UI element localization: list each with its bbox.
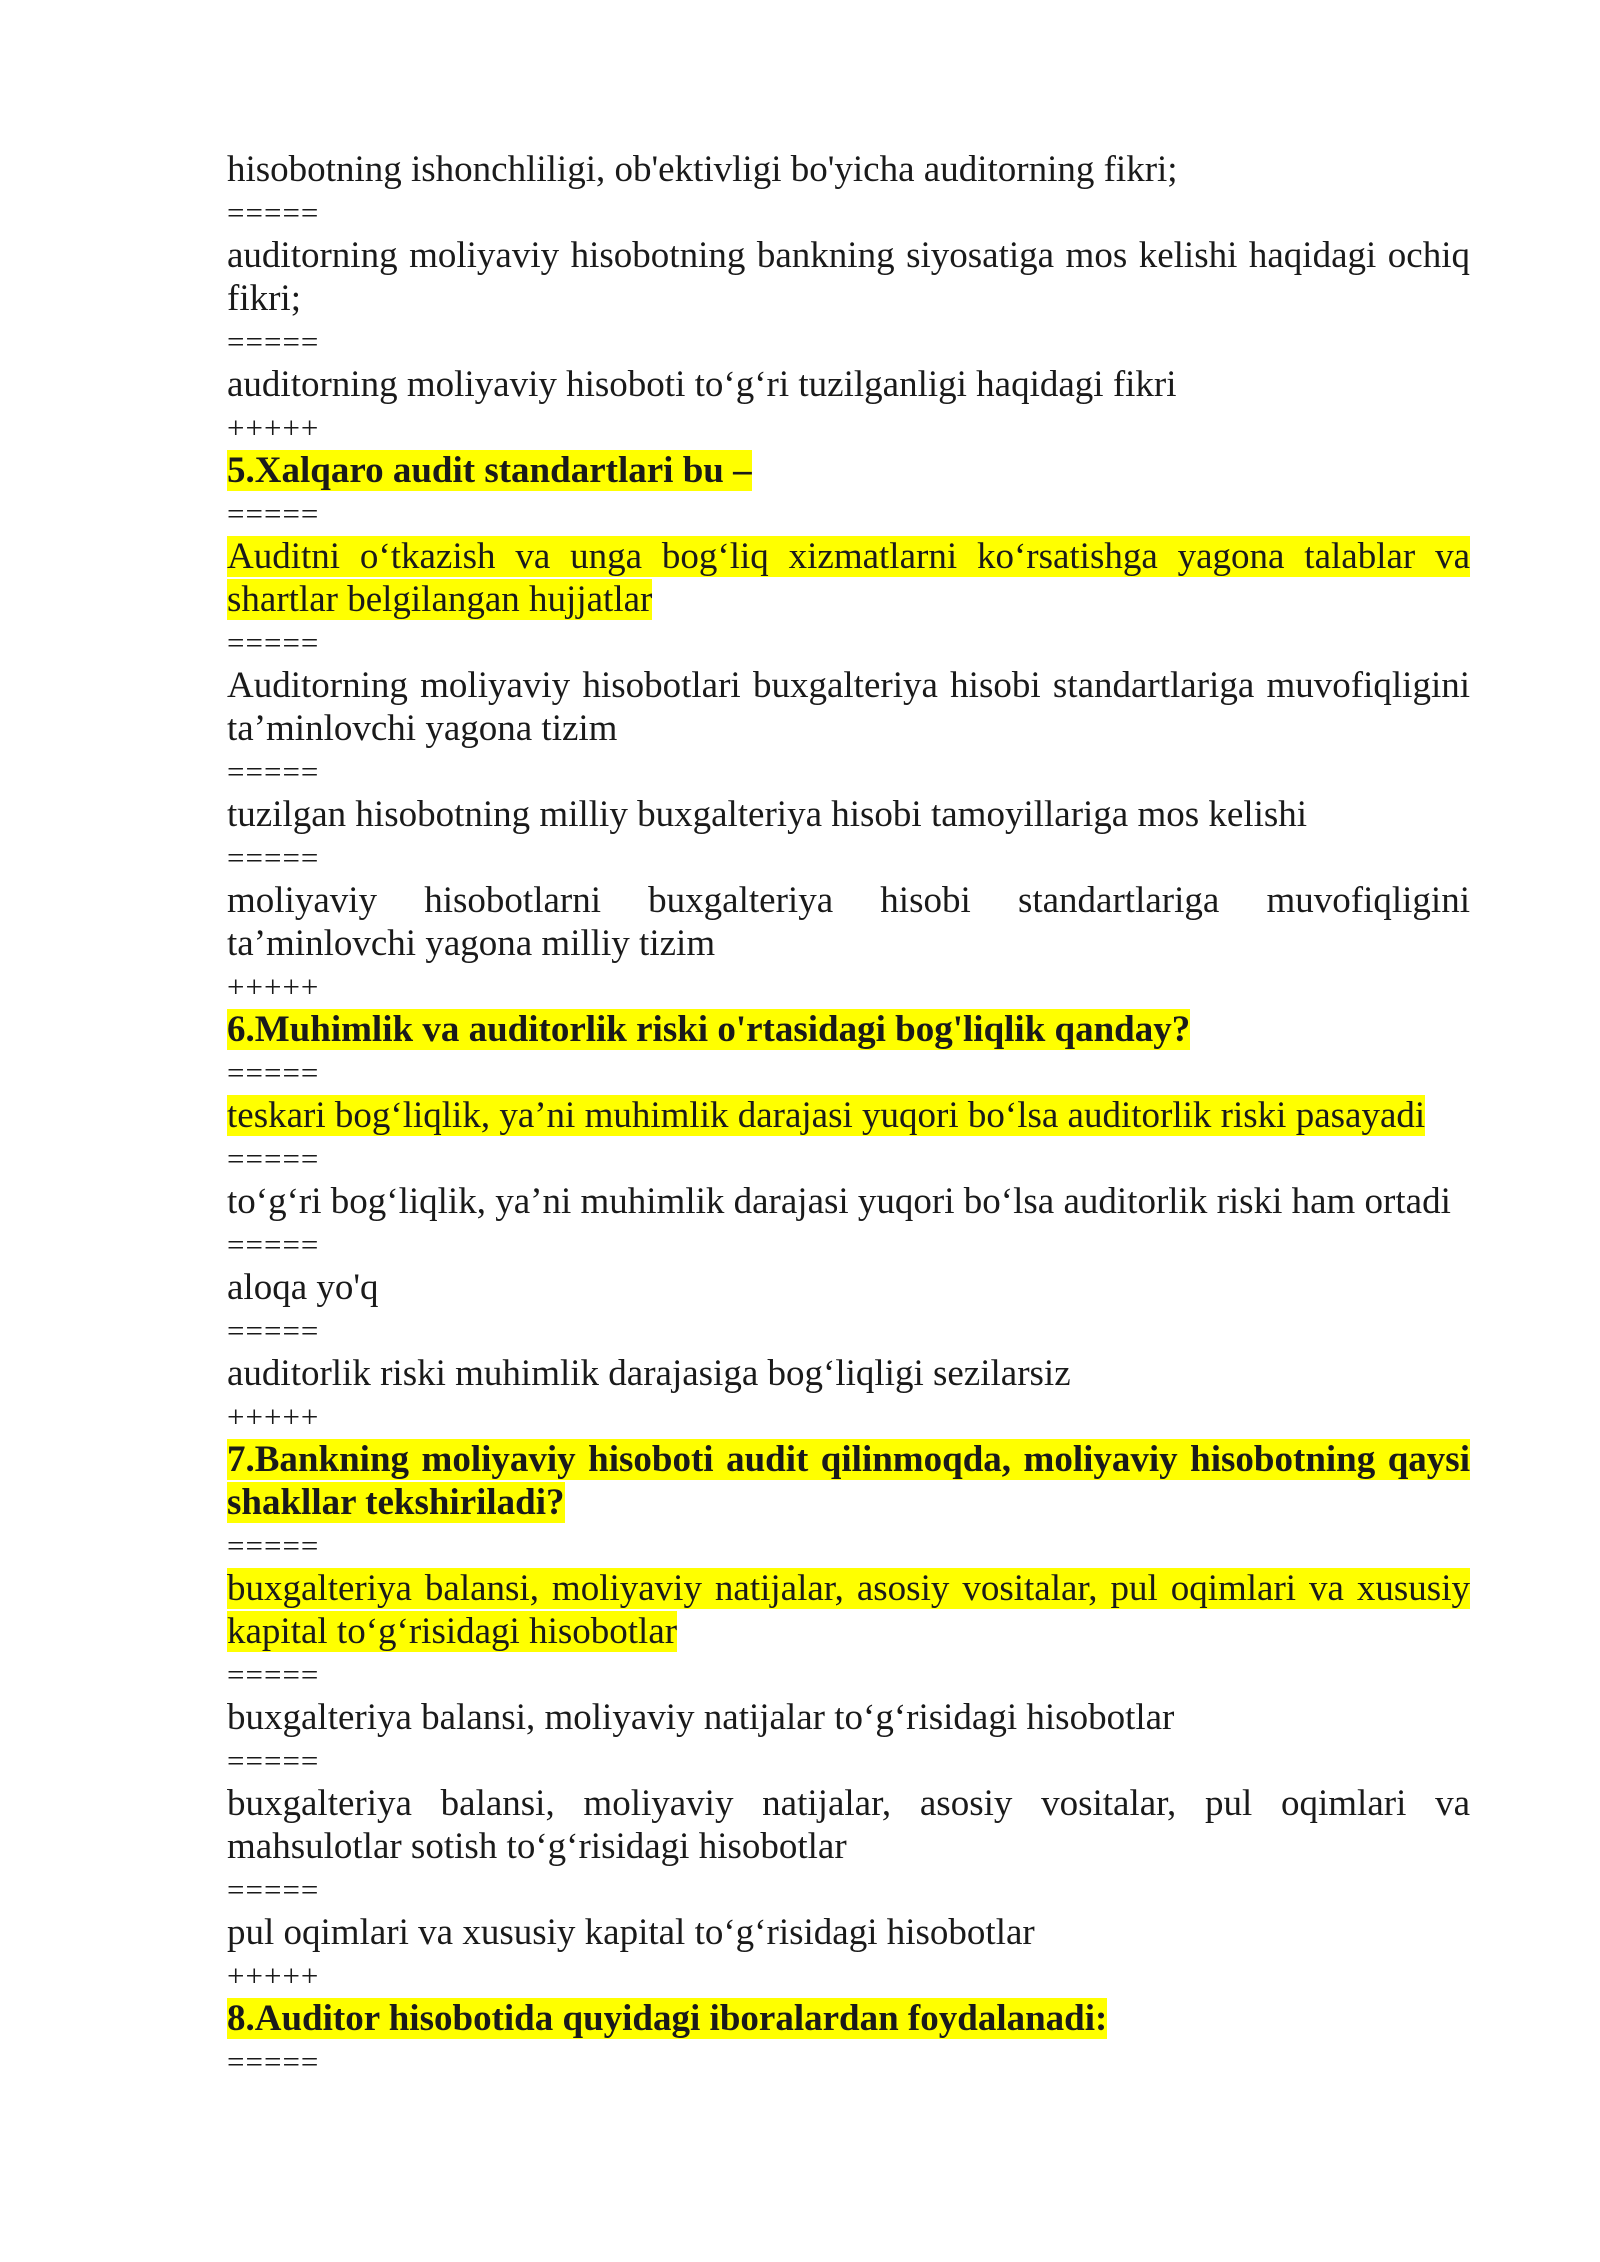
answer-option: buxgalteriya balansi, moliyaviy natijalar, asosiy vositalar, pul oqimlari va mahsulotlar sotish to‘g‘risidagi hisobotlar [227, 1783, 1470, 1867]
answer-option: moliyaviy hisobotlarni buxgalteriya hisobi standartlariga muvofiqligini ta’minlovchi yagona milliy tizim [227, 880, 1470, 964]
question-text: 8.Auditor hisobotida quyidagi iboralardan foydalanadi: [227, 1998, 1108, 2039]
question-text: 7.Bankning moliyaviy hisoboti audit qilinmoqda, moliyaviy hisobotning qaysi shakllar tekshiriladi? [227, 1439, 1470, 1523]
answer-option: auditorning moliyaviy hisoboti to‘g‘ri tuzilganligi haqidagi fikri [227, 364, 1177, 405]
question-separator: +++++ [227, 969, 320, 1004]
answer-separator: ===== [227, 1141, 320, 1176]
answer-separator: ===== [227, 625, 320, 660]
answer-separator: ===== [227, 754, 320, 789]
answer-separator: ===== [227, 1743, 320, 1778]
answer-option-correct: buxgalteriya balansi, moliyaviy natijalar, asosiy vositalar, pul oqimlari va xususiy kapital to‘g‘risidagi hisobotlar [227, 1568, 1470, 1652]
answer-option: auditorning moliyaviy hisobotning bankning siyosatiga mos kelishi haqidagi ochiq fikri; [227, 235, 1470, 319]
answer-separator: ===== [227, 1528, 320, 1563]
answer-option-correct: Auditni o‘tkazish va unga bog‘liq xizmatlarni ko‘rsatishga yagona talablar va shartlar belgilangan hujjatlar [227, 536, 1470, 620]
answer-option: buxgalteriya balansi, moliyaviy natijalar to‘g‘risidagi hisobotlar [227, 1697, 1175, 1738]
answer-option-correct: teskari bog‘liqlik, ya’ni muhimlik darajasi yuqori bo‘lsa auditorlik riski pasayadi [227, 1095, 1426, 1136]
answer-separator: ===== [227, 2044, 320, 2079]
question-8 [227, 1997, 1470, 2040]
answer-option: aloqa yo'q [227, 1267, 379, 1308]
question-6 [227, 1008, 1470, 1051]
answer-option: pul oqimlari va xususiy kapital to‘g‘risidagi hisobotlar [227, 1912, 1035, 1953]
answer-separator: ===== [227, 496, 320, 531]
document-page [227, 148, 1470, 2083]
answer-separator: ===== [227, 195, 320, 230]
answer-separator: ===== [227, 1872, 320, 1907]
question-text: 6.Muhimlik va auditorlik riski o'rtasidagi bog'liqlik qanday? [227, 1009, 1191, 1050]
answer-separator: ===== [227, 1055, 320, 1090]
answer-option: to‘g‘ri bog‘liqlik, ya’ni muhimlik darajasi yuqori bo‘lsa auditorlik riski ham ortadi [227, 1181, 1451, 1222]
answer-option: Auditorning moliyaviy hisobotlari buxgalteriya hisobi standartlariga muvofiqligini ta’minlovchi yagona tizim [227, 665, 1470, 749]
answer-separator: ===== [227, 1313, 320, 1348]
question-7 [227, 1438, 1470, 1524]
answer-separator: ===== [227, 1657, 320, 1692]
answer-separator: ===== [227, 840, 320, 875]
answer-separator: ===== [227, 324, 320, 359]
answer-option: hisobotning ishonchliligi, ob'ektivligi bo'yicha auditorning fikri; [227, 149, 1178, 190]
answer-separator: ===== [227, 1227, 320, 1262]
question-5 [227, 449, 1470, 492]
question-separator: +++++ [227, 1399, 320, 1434]
question-separator: +++++ [227, 410, 320, 445]
answer-option: auditorlik riski muhimlik darajasiga bog‘liqligi sezilarsiz [227, 1353, 1071, 1394]
question-separator: +++++ [227, 1958, 320, 1993]
question-text: 5.Xalqaro audit standartlari bu – [227, 450, 752, 491]
answer-option: tuzilgan hisobotning milliy buxgalteriya hisobi tamoyillariga mos kelishi [227, 794, 1308, 835]
